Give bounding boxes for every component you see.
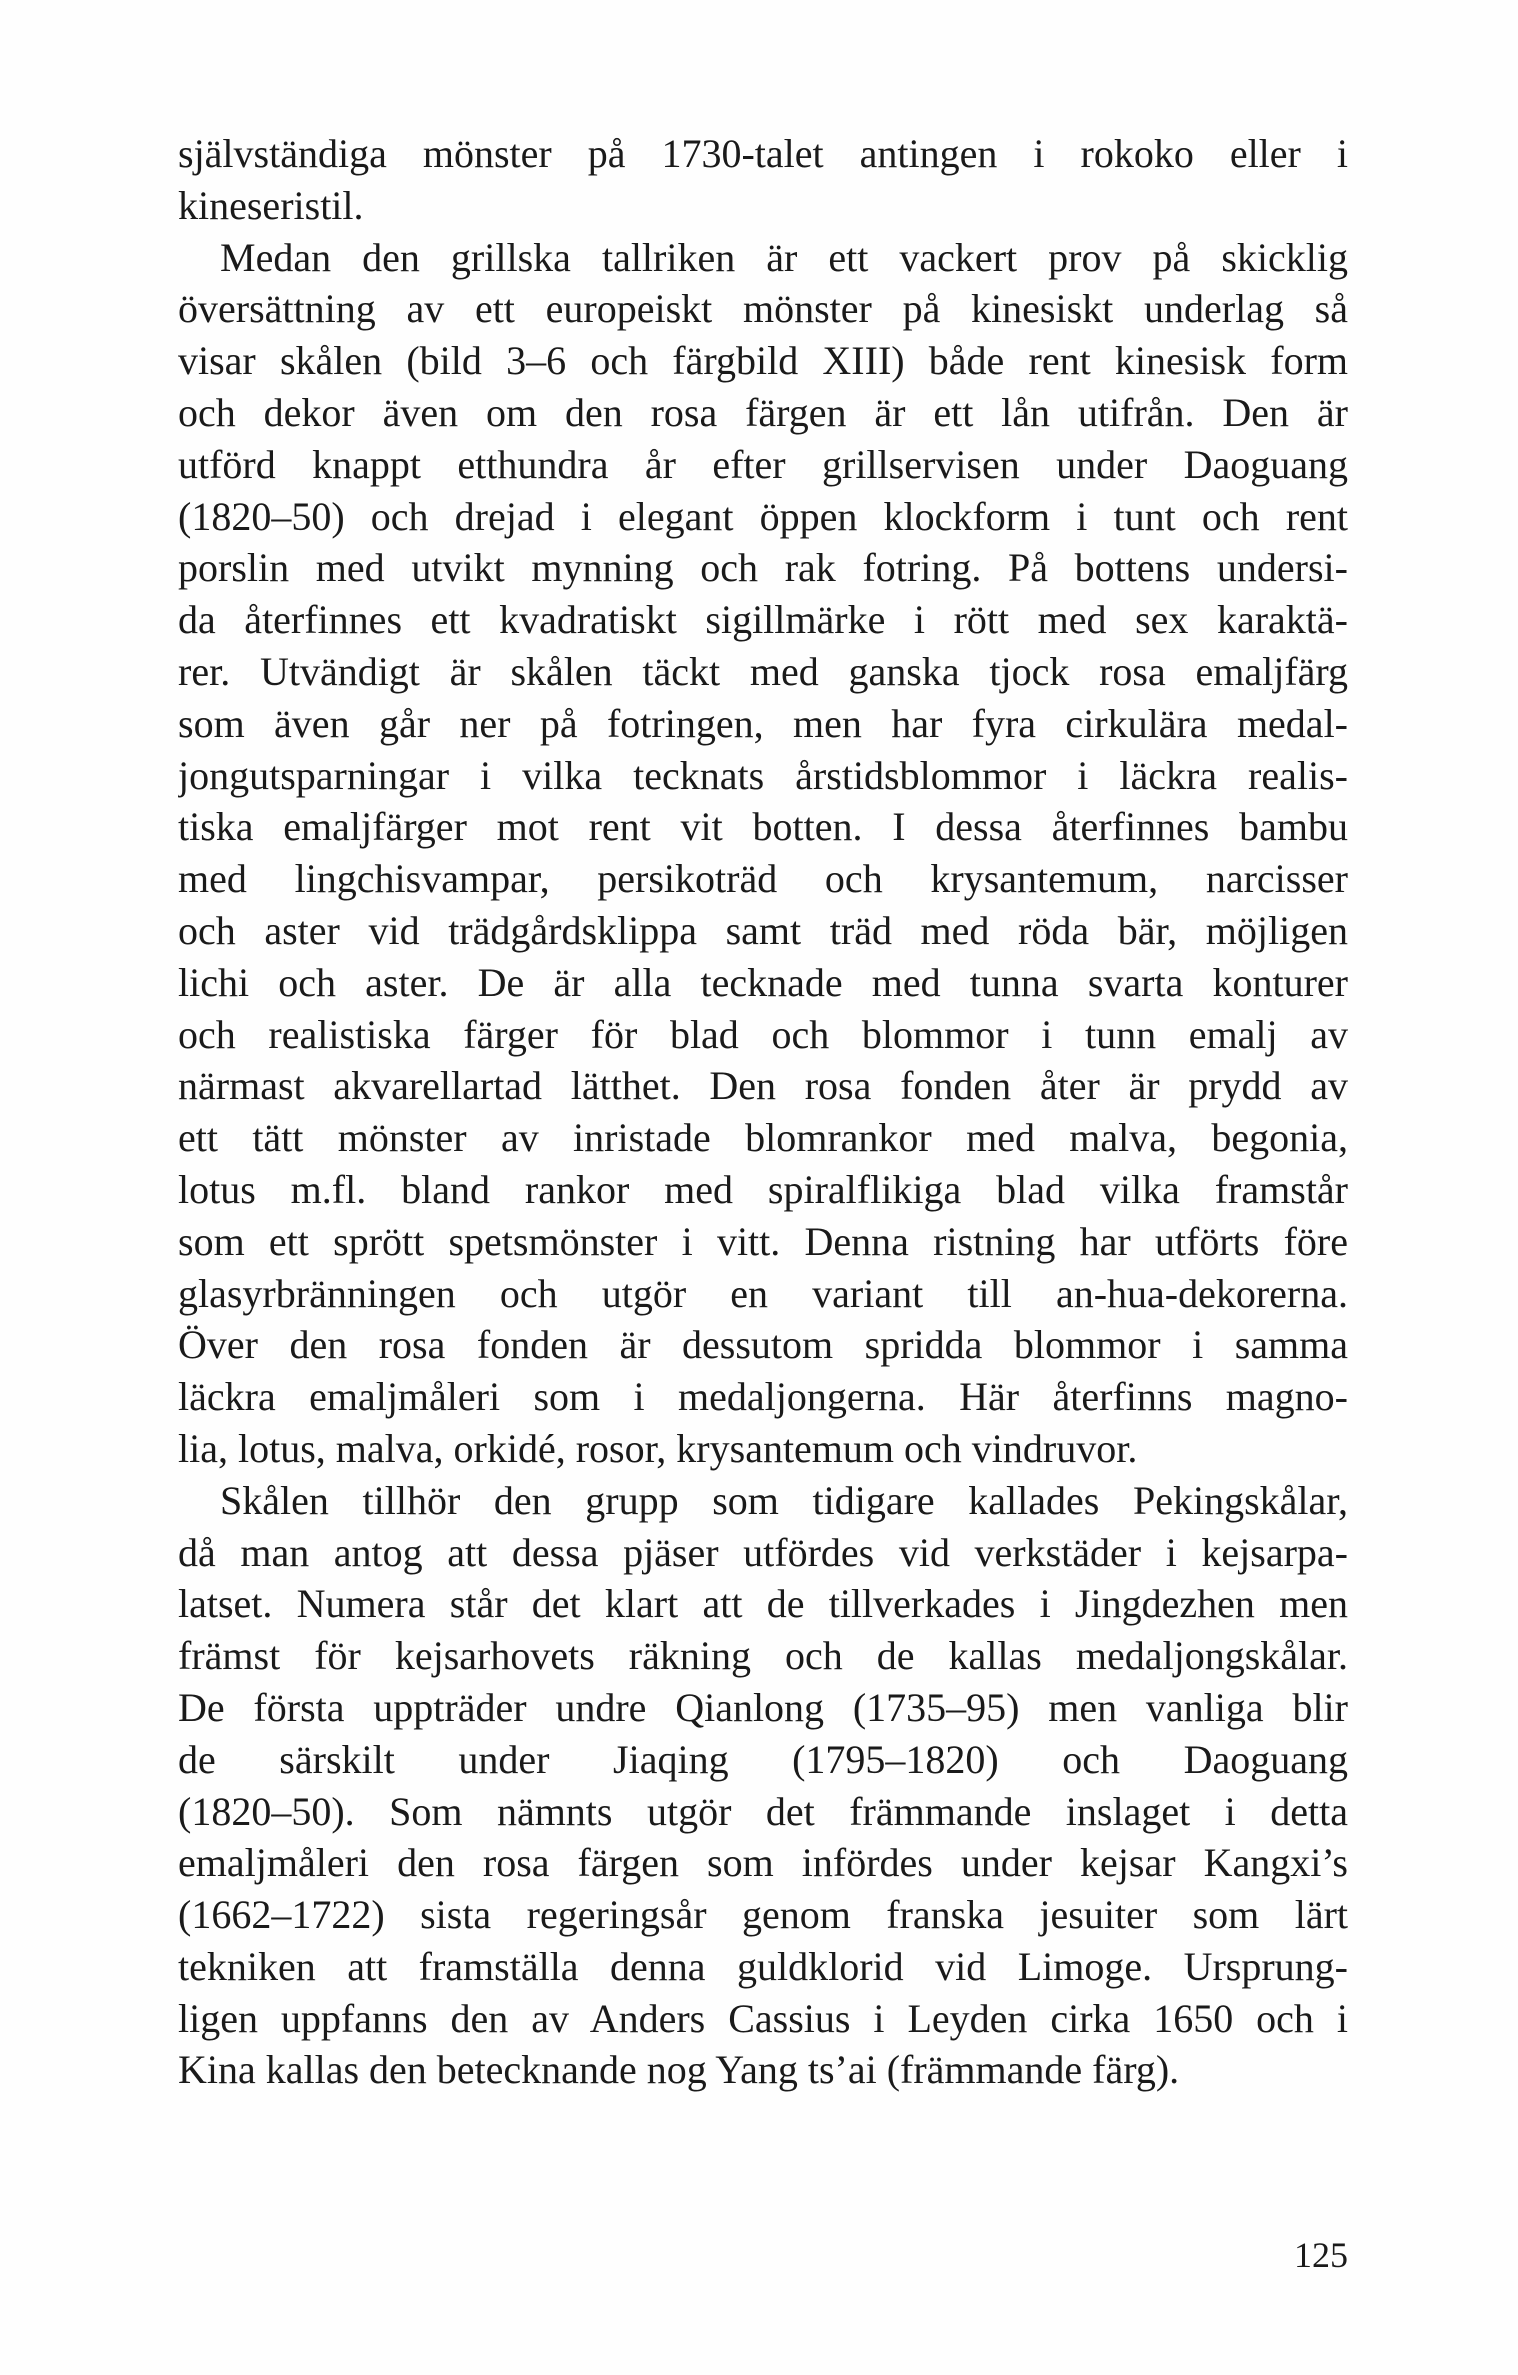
text-line: och aster vid trädgårdsklippa samt träd med röda bär, möjligen [178, 907, 1348, 953]
text-line: lia, lotus, malva, orkidé, rosor, krysantemum och vindruvor. [178, 1425, 1138, 1471]
text-line: (1820–50). Som nämnts utgör det främmande inslaget i detta [178, 1788, 1348, 1834]
text-line: självständiga mönster på 1730-talet antingen i rokoko eller i [178, 131, 1348, 176]
text-line: De första uppträder undre Qianlong (1735–95) men vanliga blir [178, 1684, 1348, 1730]
text-line: tekniken att framställa denna guldklorid vid Limoge. Ursprung- [178, 1943, 1348, 1989]
text-line: översättning av ett europeiskt mönster på kinesiskt underlag så [178, 286, 1348, 332]
page-number: 125 [1294, 2235, 1348, 2275]
text-line: glasyrbränningen och utgör en variant till an-hua-dekorerna. [178, 1270, 1348, 1316]
paragraph [178, 232, 1348, 1475]
text-line: de särskilt under Jiaqing (1795–1820) och Daoguang [178, 1736, 1348, 1782]
text-line: Över den rosa fonden är dessutom spridda blommor i samma [178, 1322, 1348, 1368]
text-line: rer. Utvändigt är skålen täckt med ganska tjock rosa emaljfärg [178, 648, 1348, 694]
paragraph [178, 128, 1348, 232]
text-line: porslin med utvikt mynning och rak fotring. På bottens undersi- [178, 545, 1348, 591]
text-line: (1662–1722) sista regeringsår genom franska jesuiter som lärt [178, 1892, 1348, 1938]
paragraph [178, 1475, 1348, 2097]
text-line: som ett sprött spetsmönster i vitt. Denna ristning har utförts före [178, 1218, 1348, 1264]
text-line: (1820–50) och drejad i elegant öppen klockform i tunt och rent [178, 493, 1348, 539]
text-line: jongutsparningar i vilka tecknats årstidsblommor i läckra realis- [178, 752, 1348, 798]
text-line: tiska emaljfärger mot rent vit botten. I dessa återfinnes bambu [178, 804, 1348, 850]
text-line: Skålen tillhör den grupp som tidigare kallades Pekingskålar, [220, 1477, 1348, 1523]
text-line: med lingchisvampar, persikoträd och krysantemum, narcisser [178, 856, 1348, 902]
text-line: lichi och aster. De är alla tecknade med tunna svarta konturer [178, 959, 1348, 1005]
text-line: lotus m.fl. bland rankor med spiralflikiga blad vilka framstår [178, 1166, 1348, 1212]
text-line: läckra emaljmåleri som i medaljongerna. Här återfinns magno- [178, 1374, 1348, 1420]
text-line: Kina kallas den betecknande nog Yang ts’ai (främmande färg). [178, 2047, 1180, 2093]
text-line: närmast akvarellartad lätthet. Den rosa fonden åter är prydd av [178, 1063, 1348, 1109]
text-line: Medan den grillska tallriken är ett vackert prov på skicklig [220, 234, 1348, 280]
text-line: kineseristil. [178, 182, 364, 228]
text-line: då man antog att dessa pjäser utfördes vid verkstäder i kejsarpa- [178, 1529, 1348, 1575]
text-line: ligen uppfanns den av Anders Cassius i Leyden cirka 1650 och i [178, 1995, 1348, 2041]
text-line: ett tätt mönster av inristade blomrankor med malva, begonia, [178, 1115, 1348, 1161]
text-line: utförd knappt etthundra år efter grillservisen under Daoguang [178, 441, 1348, 487]
text-line: och realistiska färger för blad och blommor i tunn emalj av [178, 1011, 1348, 1057]
text-line: främst för kejsarhovets räkning och de kallas medaljongskålar. [178, 1633, 1348, 1679]
text-line: och dekor även om den rosa färgen är ett lån utifrån. Den är [178, 389, 1348, 435]
text-line: da återfinnes ett kvadratiskt sigillmärke i rött med sex karaktä- [178, 597, 1348, 643]
body-text [178, 128, 1348, 2096]
text-line: visar skålen (bild 3–6 och färgbild XIII) både rent kinesisk form [178, 338, 1348, 384]
text-line: emaljmåleri den rosa färgen som infördes under kejsar Kangxi’s [178, 1840, 1348, 1886]
text-line: som även går ner på fotringen, men har fyra cirkulära medal- [178, 700, 1348, 746]
text-line: latset. Numera står det klart att de tillverkades i Jingdezhen men [178, 1581, 1348, 1627]
